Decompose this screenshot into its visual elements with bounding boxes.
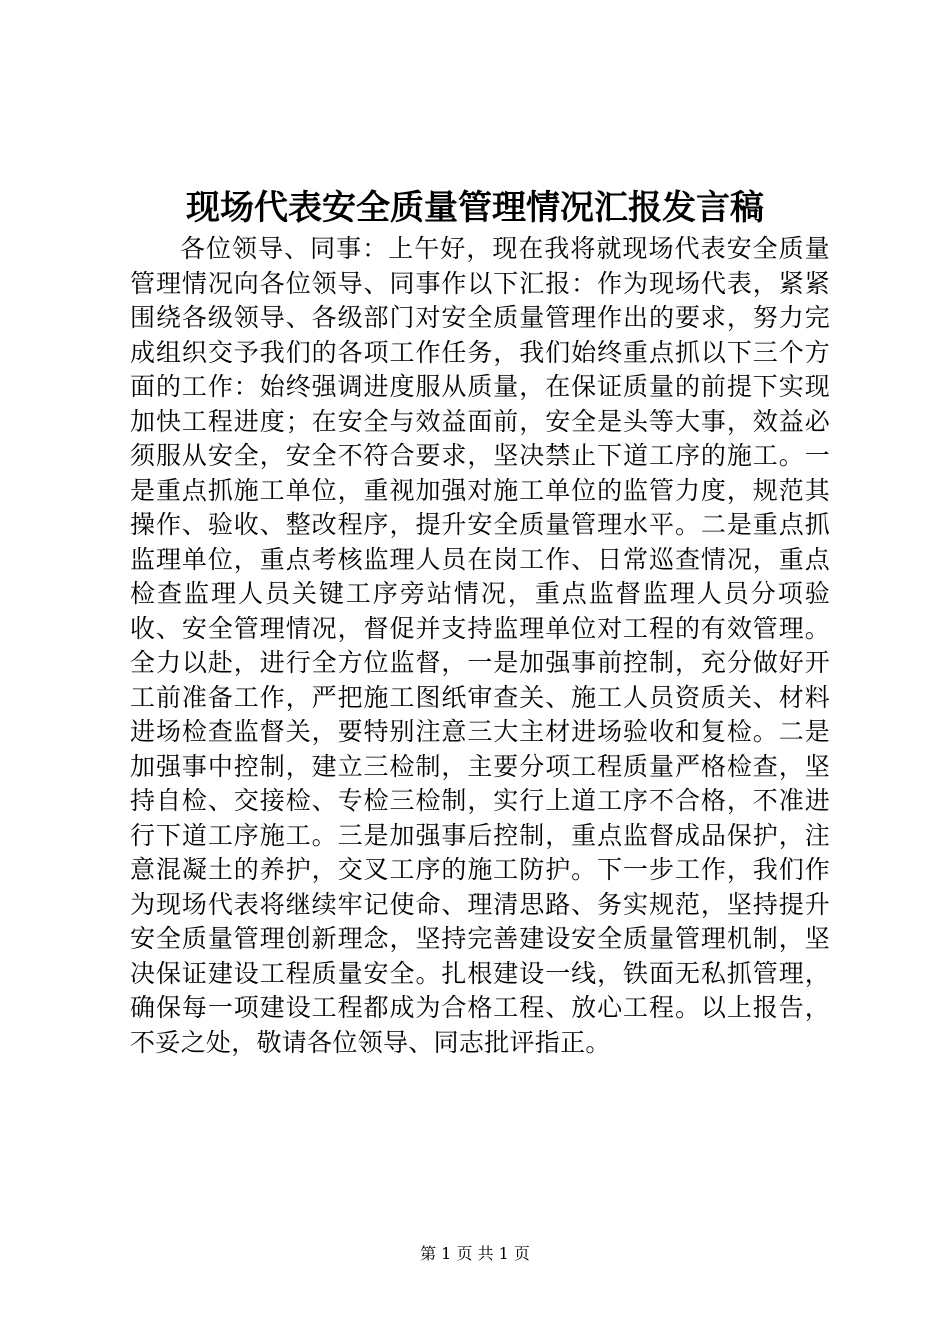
body-paragraph: 各位领导、同事：上午好，现在我将就现场代表安全质量管理情况向各位领导、同事作以下汇报：作为现场代表，紧紧围绕各级领导、各级部门对安全质量管理作出的要求，努力完成组织交予我们的各项工作任务，我们始终重点抓以下三个方面的工作：始终强调进度服从质量，在保证质量的前提下实现加快工程进度；在安全与效益面前，安全是头等大事，效益必须服从安全，安全不符合要求，坚决禁止下道工序的施工。一是重点抓施工单位，重视加强对施工单位的监管力度，规范其操作、验收、整改程序，提升安全质量管理水平。二是重点抓监理单位，重点考核监理人员在岗工作、日常巡查情况，重点检查监理人员关键工序旁站情况，重点监督监理人员分项验收、安全管理情况，督促并支持监理单位对工程的有效管理。全力以赴，进行全方位监督，一是加强事前控制，充分做好开工前准备工作，严把施工图纸审查关、施工人员资质关、材料进场检查监督关，要特别注意三大主材进场验收和复检。二是加强事中控制，建立三检制，主要分项工程质量严格检查，坚持自检、交接检、专检三检制，实行上道工序不合格，不准进行下道工序施工。三是加强事后控制，重点监督成品保护，注意混凝土的养护，交叉工序的施工防护。下一步工作，我们作为现场代表将继续牢记使命、理清思路、务实规范，坚持提升安全质量管理创新理念，坚持完善建设安全质量管理机制，坚决保证建设工程质量安全。扎根建设一线，铁面无私抓管理，确保每一项建设工程都成为合格工程、放心工程。以上报告，不妥之处，敬请各位领导、同志批评指正。 [130, 234, 830, 1057]
page-number-footer: 第 1 页 共 1 页 [420, 1244, 530, 1263]
document-title: 现场代表安全质量管理情况汇报发言稿 [186, 188, 764, 228]
